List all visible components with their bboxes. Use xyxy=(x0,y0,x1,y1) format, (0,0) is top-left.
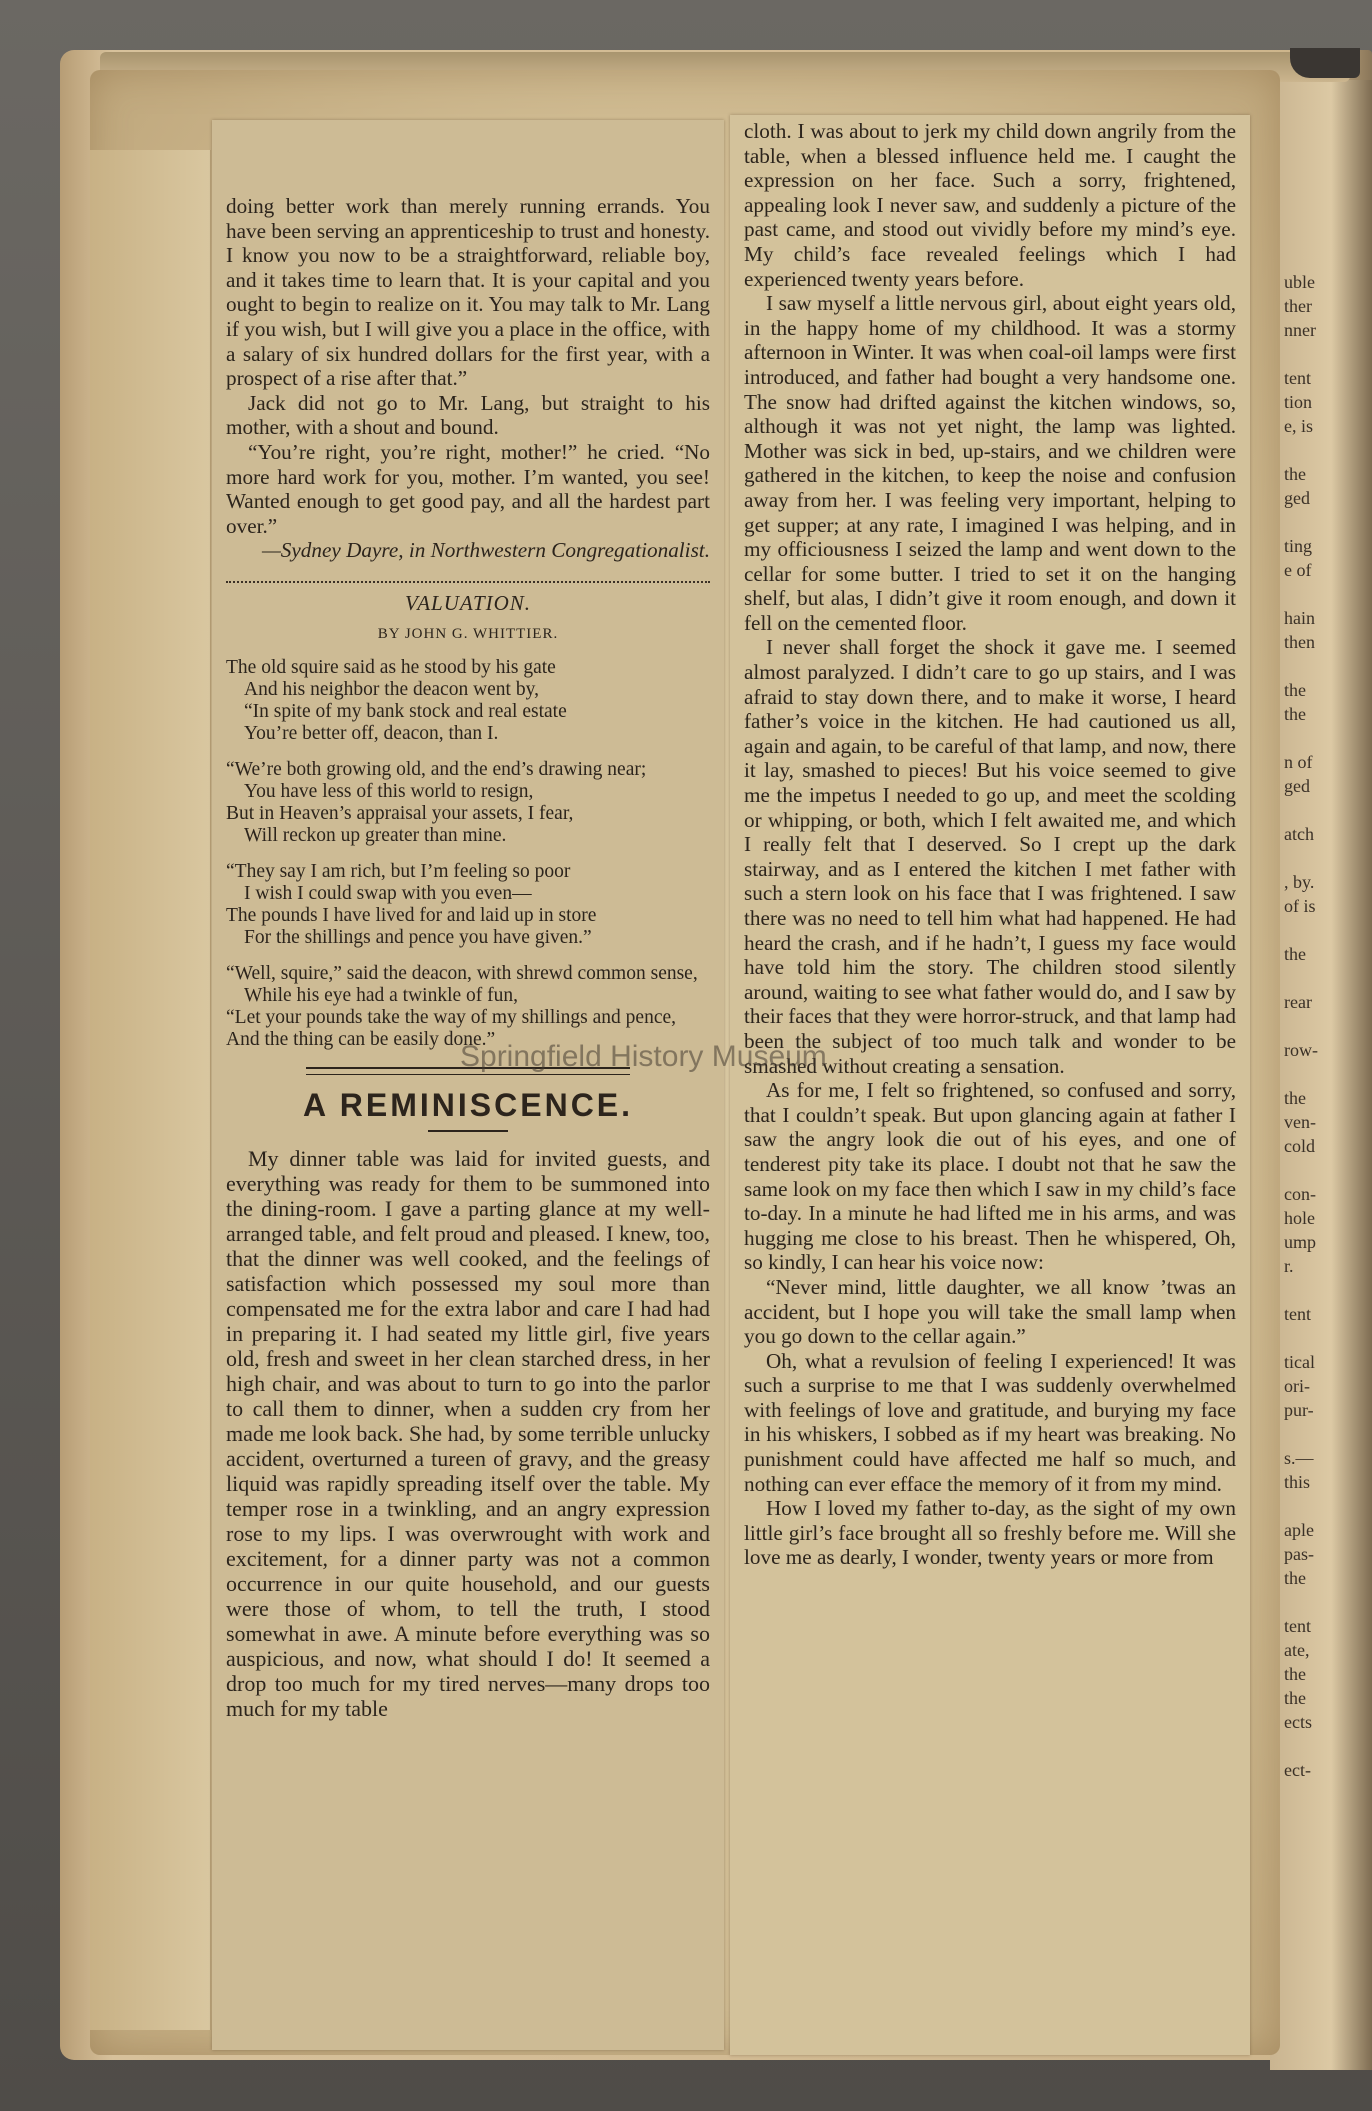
next-page-fragment: of is xyxy=(1284,896,1316,916)
next-page-fragment xyxy=(1284,1326,1372,1350)
story-paragraph: doing better work than merely running errands. You have been serving an apprenticeship to trust and honesty. I know you now to be a straightforward, reliable boy, and it takes time to learn that. It is your capital and you ought to begin to realize on it. You may talk to Mr. Lang if you wish, but I will give you a place in the office, with a salary of six hundred dollars for the first year, with a prospect of a rise after that.” xyxy=(226,194,710,391)
story-paragraph: Jack did not go to Mr. Lang, but straight to his mother, with a shout and bound. xyxy=(226,390,710,440)
poem-title: VALUATION. xyxy=(404,590,532,615)
poem-line: “They say I am rich, but I’m feeling so poor xyxy=(226,860,571,882)
poem-line: And the thing can be easily done.” xyxy=(226,1028,496,1050)
poem-line: You have less of this world to resign, xyxy=(244,780,534,802)
cover-tear xyxy=(1290,48,1360,78)
next-page-fragment: e, is xyxy=(1284,416,1313,436)
next-page-fragment xyxy=(1284,846,1372,870)
poem-line: “We’re both growing old, and the end’s drawing near; xyxy=(226,758,647,780)
next-page-fragments xyxy=(1270,80,1372,1782)
poem-line: The pounds I have lived for and laid up in store xyxy=(226,904,597,926)
next-page-fragment: tent xyxy=(1284,1304,1311,1324)
next-page-fragment xyxy=(1284,966,1372,990)
next-page-fragment: ump xyxy=(1284,1232,1317,1252)
poem-line: While his eye had a twinkle of fun, xyxy=(244,984,518,1006)
next-page-fragment: rear xyxy=(1284,992,1312,1012)
page-margin xyxy=(90,150,211,2030)
poem-line: But in Heaven’s appraisal your assets, I fear, xyxy=(226,802,574,824)
poem-stanza xyxy=(226,657,710,745)
next-page-fragment: ect- xyxy=(1284,1760,1311,1780)
next-page-fragment: aple xyxy=(1284,1520,1314,1540)
museum-watermark: Springfield History Museum xyxy=(460,1040,827,1073)
article-paragraph: As for me, I felt so frightened, so confused and sorry, that I couldn’t speak. But upon glancing again at father I saw the angry look die out of his eyes, and one of tenderest pity take its place. I doubt not that he saw the same look on my face then which I saw in my child’s face to-day. In a minute he had lifted me in his arms, and was hugging me close to his breast. Then he whispered, Oh, so kindly, I can hear his voice now: xyxy=(744,1078,1236,1275)
story-paragraph: “You’re right, you’re right, mother!” he cried. “No more hard work for you, mother. I’m wanted, you see! Wanted enough to get good pay, and all the hardest part over.” xyxy=(226,439,710,538)
article-title: A REMINISCENCE. xyxy=(302,1086,634,1123)
next-page-fragment: r. xyxy=(1284,1256,1294,1276)
next-page-fragment xyxy=(1284,582,1372,606)
next-page-fragment: cold xyxy=(1284,1136,1315,1156)
next-page-fragment: ged xyxy=(1284,776,1310,796)
next-page-fragment: ori- xyxy=(1284,1376,1310,1396)
next-page-fragment xyxy=(1284,1014,1372,1038)
next-page-fragment xyxy=(1284,510,1372,534)
next-page-fragment: ven- xyxy=(1284,1112,1316,1132)
next-page-fragment: the xyxy=(1284,944,1306,964)
next-page-fragment: ged xyxy=(1284,488,1310,508)
article-paragraph: Oh, what a revulsion of feeling I experienced! It was such a surprise to me that I was suddenly overwhelmed with feelings of love and gratitude, and burying my face in his whiskers, I sobbed as if my heart was breaking. No punishment could have affected me half so much, and nothing can ever efface the memory of it from my mind. xyxy=(744,1348,1236,1496)
poem-stanza xyxy=(226,963,710,1051)
next-page-fragment: pas- xyxy=(1284,1544,1314,1564)
next-page-fragment xyxy=(1284,918,1372,942)
poem-line: “Well, squire,” said the deacon, with shrewd common sense, xyxy=(226,962,698,984)
next-page-fragment xyxy=(1284,726,1372,750)
next-page-fragment: e of xyxy=(1284,560,1312,580)
next-page-fragment xyxy=(1284,1494,1372,1518)
next-page-fragment: atch xyxy=(1284,824,1314,844)
next-page-fragment xyxy=(1284,1062,1372,1086)
next-page-fragment: tent xyxy=(1284,368,1311,388)
next-page-fragment: this xyxy=(1284,1472,1311,1492)
poem-line: For the shillings and pence you have given.” xyxy=(244,926,592,948)
article-paragraph: I never shall forget the shock it gave me. I seemed almost paralyzed. I didn’t care to go up stairs, and I was afraid to stay down there, and to make it worse, I heard father’s voice in the kitchen. He had cautioned us all, again and again, to be careful of that lamp, and now, there it lay, smashed to pieces! But his voice seemed to give me the impetus I needed to go up, and meet the scolding or whipping, or both, which I felt awaited me, and which I really felt that I deserved. So I crept up the dark stairway, and as I entered the kitchen I met father with such a stern look on his face that I was frightened. I saw there was no need to tell him what had happened. He had heard the crash, and if he hadn’t, I guess my face would have told him the story. The children stood silently around, waiting to see what father would do, and I saw by their faces that they were horror-struck, and that lamp had been the subject of too much talk and wonder to be smashed without creating a sensation. xyxy=(744,635,1236,1078)
poem-author: BY JOHN G. WHITTIER. xyxy=(377,625,559,642)
next-page-fragment: ther xyxy=(1284,296,1312,316)
poem-line: “Let your pounds take the way of my shillings and pence, xyxy=(226,1006,677,1028)
next-page-fragment: row- xyxy=(1284,1040,1318,1060)
next-page-fragment xyxy=(1284,1158,1372,1182)
poem-line: And his neighbor the deacon went by, xyxy=(244,678,539,700)
next-page-fragment: hole xyxy=(1284,1208,1315,1228)
next-page-fragment: uble xyxy=(1284,272,1315,292)
next-page-fragment: n of xyxy=(1284,752,1313,772)
article-paragraph: cloth. I was about to jerk my child down angrily from the table, when a blessed influence held me. I caught the expression on her face. Such a sorry, frightened, appealing look I never saw, and suddenly a picture of the past came, and stood out vividly before my mind’s eye. My child’s face revealed feelings which I had experienced twenty years before. xyxy=(744,119,1236,291)
next-page-fragment xyxy=(1284,1278,1372,1302)
next-page-fragment: the xyxy=(1284,1568,1306,1588)
section-divider xyxy=(226,573,710,583)
next-page-fragment: s.— xyxy=(1284,1448,1314,1468)
next-page-fragment: the xyxy=(1284,464,1306,484)
next-page-fragment: then xyxy=(1284,632,1315,652)
next-page-fragment xyxy=(1284,654,1372,678)
poem-line: I wish I could swap with you even— xyxy=(244,882,532,904)
next-page-fragment: tion xyxy=(1284,392,1313,412)
clipping-left-column xyxy=(212,120,724,2050)
title-rule xyxy=(428,1130,508,1132)
article-paragraph: “Never mind, little daughter, we all know ’twas an accident, but I hope you will take the small lamp when you go down to the cellar again.” xyxy=(744,1274,1236,1349)
poem-line: You’re better off, deacon, than I. xyxy=(244,722,499,744)
next-page-fragment: nner xyxy=(1284,320,1316,340)
poem-stanza xyxy=(226,861,710,949)
next-page-fragment: the xyxy=(1284,1664,1306,1684)
next-page-fragment xyxy=(1284,1590,1372,1614)
poem-line: Will reckon up greater than mine. xyxy=(244,824,507,846)
next-page-edge xyxy=(1270,80,1372,2070)
next-page-fragment: the xyxy=(1284,1688,1306,1708)
next-page-fragment: ting xyxy=(1284,536,1313,556)
poem-stanza xyxy=(226,759,710,847)
next-page-fragment: pur- xyxy=(1284,1400,1314,1420)
next-page-fragment: con- xyxy=(1284,1184,1316,1204)
next-page-fragment: the xyxy=(1284,680,1306,700)
next-page-fragment xyxy=(1284,342,1372,366)
next-page-fragment xyxy=(1284,1734,1372,1758)
clipping-right-column xyxy=(730,115,1250,2055)
article-paragraph: I saw myself a little nervous girl, about eight years old, in the happy home of my childhood. It was a stormy afternoon in Winter. It was when coal-oil lamps were first introduced, and father had bought a very handsome one. The snow had drifted against the kitchen windows, so, although it was not yet night, the lamp was lighted. Mother was sick in bed, up-stairs, and we children were gathered in the kitchen, to keep the noise and confusion away from her. I was feeling very important, helping to get supper; at any rate, I imagined I was helping, and in my officiousness I seized the lamp and went down to the cellar for some butter. I tried to set it on the hanging shelf, but alas, I didn’t give it room enough, and down it fell on the cemented floor. xyxy=(744,291,1236,635)
next-page-fragment: the xyxy=(1284,704,1306,724)
poem-line: The old squire said as he stood by his gate xyxy=(226,656,556,678)
article-paragraph: My dinner table was laid for invited guests, and everything was ready for them to be summoned into the dining-room. I gave a parting glance at my well-arranged table, and felt proud and pleased. I knew, too, that the dinner was well cooked, and the feelings of satisfaction which possessed my soul more than compensated me for the extra labor and care I had had in preparing it. I had seated my little girl, five years old, fresh and sweet in her clean starched dress, in her high chair, and was about to turn to go into the parlor to call them to dinner, when a sudden cry from her made me look back. She had, by some terrible unlucky accident, overturned a tureen of gravy, and the greasy liquid was rapidly spreading itself over the table. My temper rose in a twinkling, and an angry expression rose to my lips. I was overwrought with work and excitement, for a dinner party was not a common occurrence in our quite household, and our guests were those of whom, to tell the truth, I stood somewhat in awe. A minute before everything was so auspicious, and now, what should I do! It seemed a drop too much for my tired nerves—many drops too much for my table xyxy=(226,1145,710,1721)
poem-line: “In spite of my bank stock and real estate xyxy=(244,700,567,722)
story-credit: —Sydney Dayre, in Northwestern Congregationalist. xyxy=(261,538,710,563)
next-page-fragment xyxy=(1284,1422,1372,1446)
next-page-fragment: , by. xyxy=(1284,872,1315,892)
next-page-fragment: tical xyxy=(1284,1352,1315,1372)
next-page-fragment: ate, xyxy=(1284,1640,1310,1660)
next-page-fragment xyxy=(1284,438,1372,462)
article-paragraph: How I loved my father to-day, as the sight of my own little girl’s face brought all so freshly before me. Will she love me as dearly, I wonder, twenty years or more from xyxy=(744,1496,1236,1570)
next-page-fragment: tent xyxy=(1284,1616,1311,1636)
next-page-fragment: ects xyxy=(1284,1712,1312,1732)
next-page-fragment xyxy=(1284,798,1372,822)
next-page-fragment: the xyxy=(1284,1088,1306,1108)
next-page-fragment: hain xyxy=(1284,608,1315,628)
